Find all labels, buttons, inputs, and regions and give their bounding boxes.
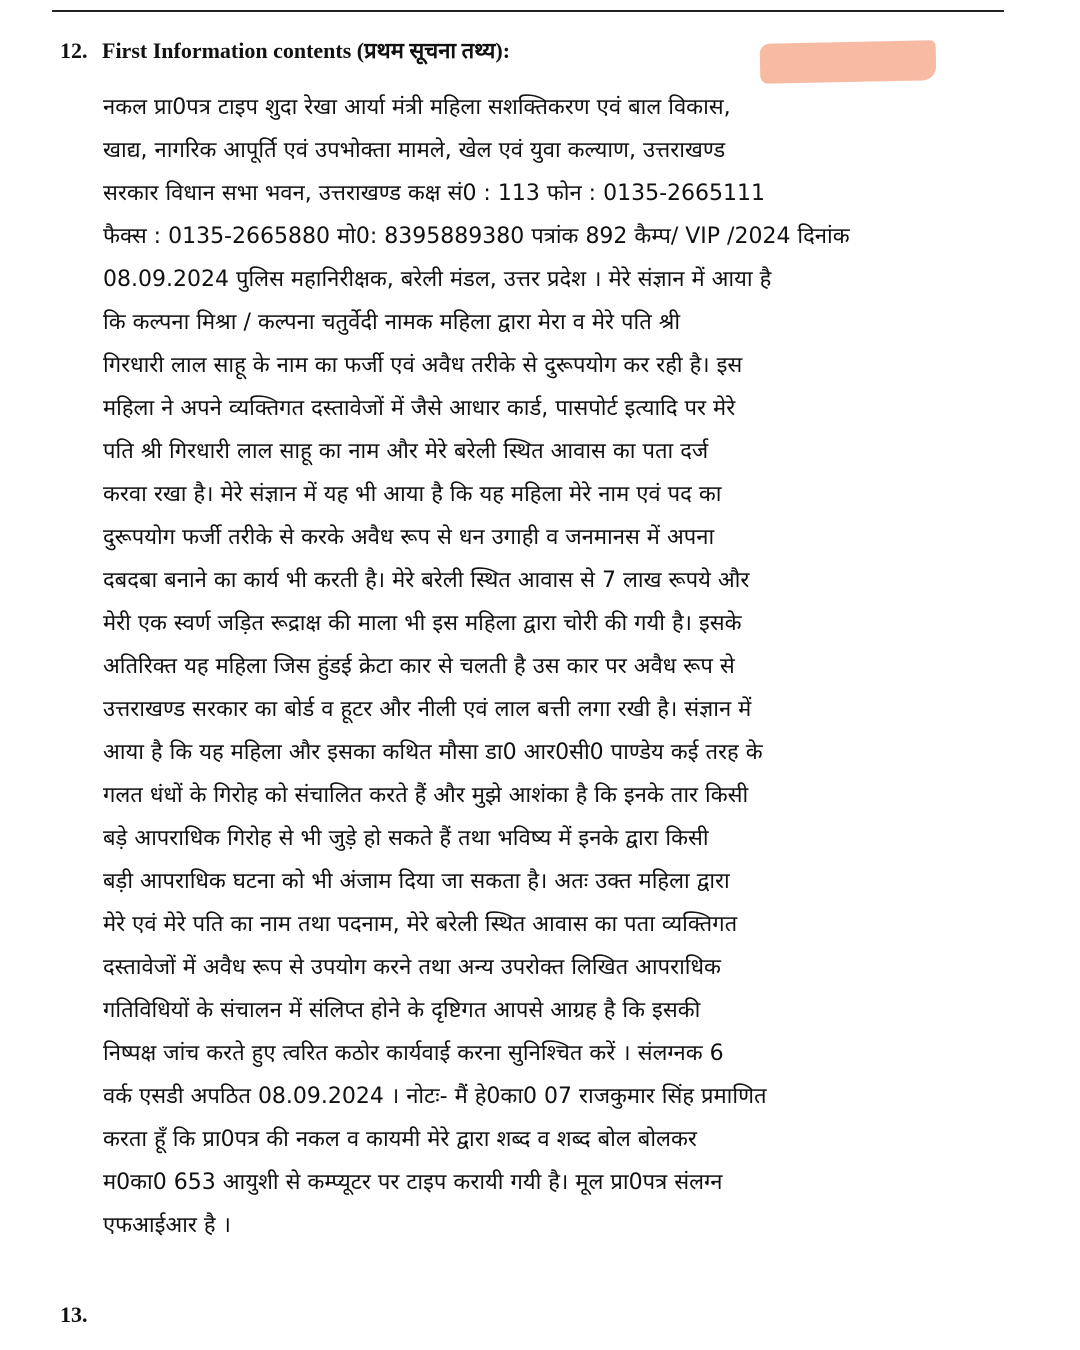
section-13-number: 13.	[60, 1302, 88, 1327]
redaction-mark	[760, 40, 937, 84]
body-line: फैक्स : 0135-2665880 मो0: 8395889380 पत्रांक 892 कैम्प/ VIP /2024 दिनांक	[103, 224, 850, 249]
body-line: वर्क एसडी अपठित 08.09.2024 । नोटः- मैं हे0का0 07 राजकुमार सिंह प्रमाणित	[103, 1084, 767, 1109]
body-line: बड़े आपराधिक गिरोह से भी जुड़े हो सकते हैं तथा भविष्य में इनके द्वारा किसी	[103, 826, 709, 851]
first-information-body	[103, 86, 993, 1247]
body-line: कि कल्पना मिश्रा / कल्पना चतुर्वेदी नामक महिला द्वारा मेरा व मेरे पति श्री	[103, 310, 681, 335]
section-number: 12.	[60, 38, 88, 63]
body-line: निष्पक्ष जांच करते हुए त्वरित कठोर कार्यवाई करना सुनिश्चित करें । संलग्नक 6	[103, 1041, 724, 1066]
body-line: नकल प्रा0पत्र टाइप शुदा रेखा आर्या मंत्री महिला सशक्तिकरण एवं बाल विकास,	[103, 95, 731, 120]
body-line: महिला ने अपने व्यक्तिगत दस्तावेजों में जैसे आधार कार्ड, पासपोर्ट इत्यादि पर मेरे	[103, 396, 736, 421]
top-divider	[52, 10, 1004, 12]
body-line: आया है कि यह महिला और इसका कथित मौसा डा0 आर0सी0 पाण्डेय कई तरह के	[103, 740, 763, 765]
body-line: एफआईआर है ।	[103, 1213, 231, 1238]
body-line: दस्तावेजों में अवैध रूप से उपयोग करने तथा अन्य उपरोक्त लिखित आपराधिक	[103, 955, 721, 980]
body-line: गिरधारी लाल साहू के नाम का फर्जी एवं अवैध तरीके से दुरूपयोग कर रही है। इस	[103, 353, 743, 378]
body-line: म0का0 653 आयुशी से कम्प्यूटर पर टाइप करायी गयी है। मूल प्रा0पत्र संलग्न	[103, 1170, 723, 1195]
body-line: दबदबा बनाने का कार्य भी करती है। मेरे बरेली स्थित आवास से 7 लाख रूपये और	[103, 568, 750, 593]
body-line: अतिरिक्त यह महिला जिस हुंडई क्रेटा कार से चलती है उस कार पर अवैध रूप से	[103, 654, 735, 679]
body-line: मेरे एवं मेरे पति का नाम तथा पदनाम, मेरे बरेली स्थित आवास का पता व्यक्तिगत	[103, 912, 738, 937]
body-line: खाद्य, नागरिक आपूर्ति एवं उपभोक्ता मामले, खेल एवं युवा कल्याण, उत्तराखण्ड	[103, 138, 726, 163]
body-line: 08.09.2024 पुलिस महानिरीक्षक, बरेली मंडल, उत्तर प्रदेश । मेरे संज्ञान में आया है	[103, 267, 772, 292]
body-line: बड़ी आपराधिक घटना को भी अंजाम दिया जा सकता है। अतः उक्त महिला द्वारा	[103, 869, 730, 894]
body-line: सरकार विधान सभा भवन, उत्तराखण्ड कक्ष सं0 : 113 फोन : 0135-2665111	[103, 181, 765, 206]
body-line: गतिविधियों के संचालन में संलिप्त होने के दृष्टिगत आपसे आग्रह है कि इसकी	[103, 998, 701, 1023]
section-title: First Information contents (प्रथम सूचना तथ्य):	[102, 38, 511, 63]
body-line: करवा रखा है। मेरे संज्ञान में यह भी आया है कि यह महिला मेरे नाम एवं पद का	[103, 482, 722, 507]
body-line: मेरी एक स्वर्ण जड़ित रूद्राक्ष की माला भी इस महिला द्वारा चोरी की गयी है। इसके	[103, 611, 742, 636]
body-line: करता हूँ कि प्रा0पत्र की नकल व कायमी मेरे द्वारा शब्द व शब्द बोल बोलकर	[103, 1127, 697, 1152]
body-line: पति श्री गिरधारी लाल साहू का नाम और मेरे बरेली स्थित आवास का पता दर्ज	[103, 439, 709, 464]
body-line: उत्तराखण्ड सरकार का बोर्ड व हूटर और नीली एवं लाल बत्ती लगा रखी है। संज्ञान में	[103, 697, 752, 722]
section-12-heading	[60, 36, 510, 66]
body-line: दुरूपयोग फर्जी तरीके से करके अवैध रूप से धन उगाही व जनमानस में अपना	[103, 525, 715, 550]
body-line: गलत धंधों के गिरोह को संचालित करते हैं और मुझे आशंका है कि इनके तार किसी	[103, 783, 749, 808]
